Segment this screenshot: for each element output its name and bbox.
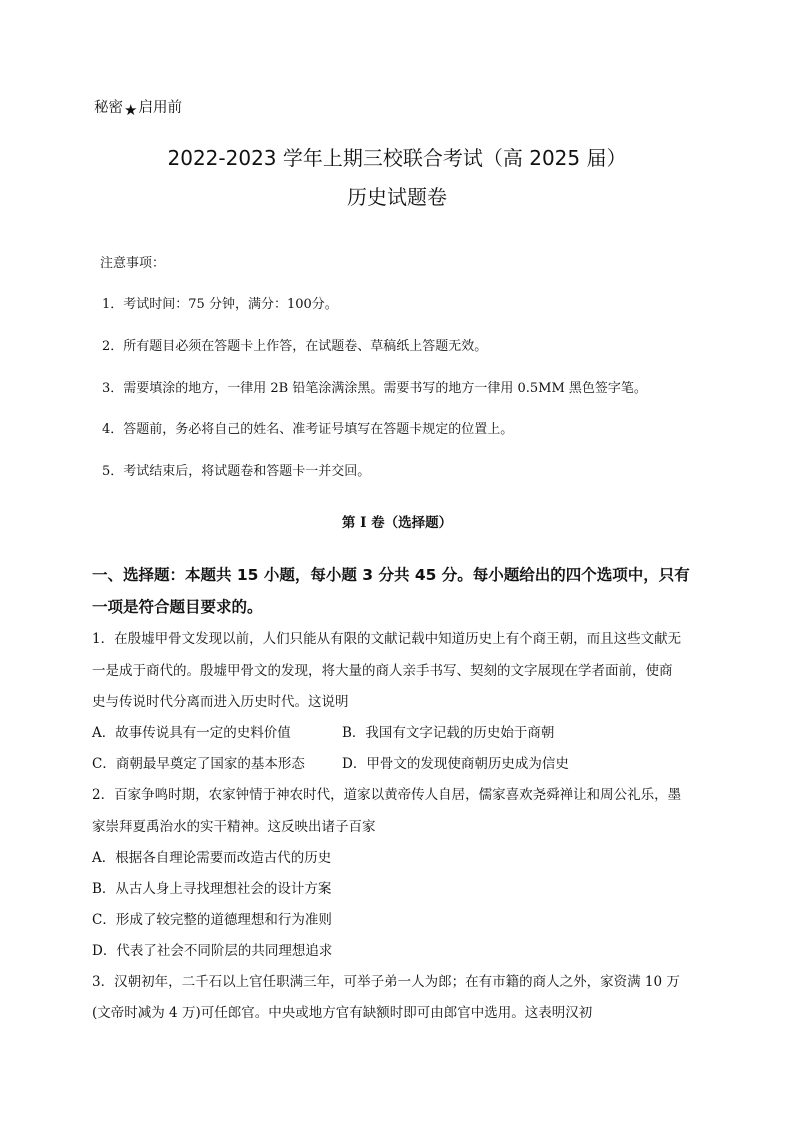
- question-1-option-a: A．故事传说具有一定的史料价值: [92, 725, 291, 741]
- question-2-option-a: A．根据各自理论需要而改造古代的历史: [92, 850, 332, 866]
- notice-item: 5．考试结束后，将试题卷和答题卡一并交回。: [102, 464, 371, 479]
- exam-title: 2022-2023 学年上期三校联合考试（高 2025 届）: [167, 146, 627, 170]
- notice-item: 4．答题前，务必将自己的姓名、准考证号填写在答题卡规定的位置上。: [102, 422, 514, 437]
- part-instructions-cont: 一项是符合题目要求的。: [92, 598, 263, 616]
- question-2-option-b: B．从古人身上寻找理想社会的设计方案: [92, 881, 332, 897]
- notice-heading: 注意事项：: [100, 256, 166, 271]
- question-3-stem: 3．汉朝初年，二千石以上官任职满三年，可举子弟一人为郎；在有市籍的商人之外，家资满 10 万: [92, 974, 680, 990]
- question-1-option-b: B．我国有文字记载的历史始于商朝: [342, 725, 555, 741]
- notice-item: 3．需要填涂的地方，一律用 2B 铅笔涂满涂黑。需要书写的地方一律用 0.5MM 黑色签字笔。: [102, 381, 647, 396]
- notice-item: 1．考试时间：75 分钟，满分：100分。: [102, 297, 338, 312]
- star-icon: ★: [124, 101, 138, 119]
- confidential-label: 秘密★启用前: [94, 100, 182, 119]
- question-2-option-c: C．形成了较完整的道德理想和行为准则: [92, 912, 332, 928]
- notice-item: 2．所有题目必须在答题卡上作答，在试题卷、草稿纸上答题无效。: [102, 339, 488, 354]
- part-instructions: 一、选择题：本题共 15 小题，每小题 3 分共 45 分。每小题给出的四个选项中，只有: [92, 566, 690, 584]
- exam-subject-title: 历史试题卷: [347, 185, 447, 209]
- question-1-stem: 1．在殷墟甲骨文发现以前，人们只能从有限的文献记载中知道历史上有个商王朝，而且这些文献无: [92, 631, 682, 647]
- question-1-option-d: D．甲骨文的发现使商朝历史成为信史: [342, 756, 569, 772]
- question-1-stem: 史与传说时代分离而进入历史时代。这说明: [92, 694, 349, 710]
- question-2-option-d: D．代表了社会不同阶层的共同理想追求: [92, 943, 333, 959]
- section-heading: 第 I 卷（选择题）: [341, 515, 453, 531]
- question-2-stem: 2．百家争鸣时期，农家钟情于神农时代，道家以黄帝传人自居，儒家喜欢尧舜禅让和周公礼乐，墨: [92, 787, 682, 803]
- question-1-stem: 一是成于商代的。殷墟甲骨文的发现，将大量的商人亲手书写、契刻的文字展现在学者面前，使商: [92, 663, 673, 679]
- question-1-option-c: C．商朝最早奠定了国家的基本形态: [92, 756, 305, 772]
- question-3-stem: (文帝时减为 4 万)可任郎官。中央或地方官有缺额时即可由郎官中选用。这表明汉初: [92, 1005, 593, 1021]
- question-2-stem: 家崇拜夏禹治水的实干精神。这反映出诸子百家: [92, 819, 376, 835]
